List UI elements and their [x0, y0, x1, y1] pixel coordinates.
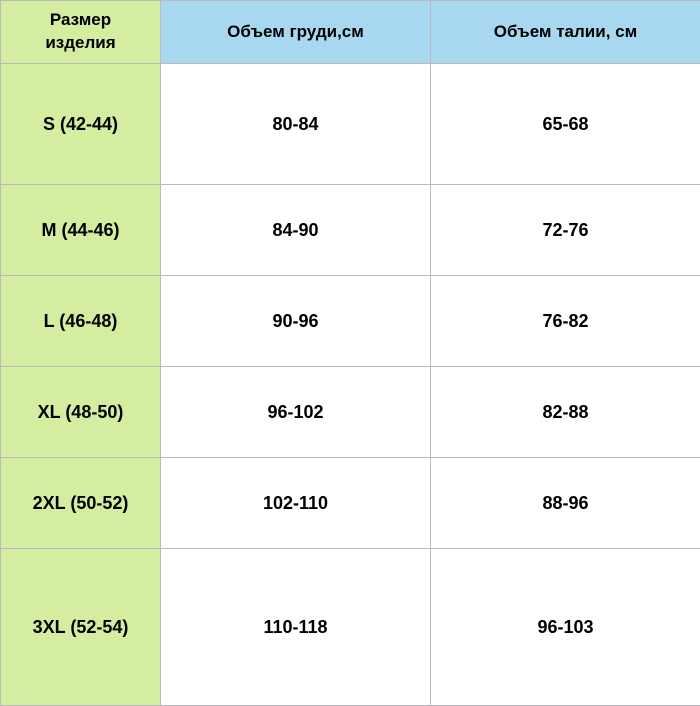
table-row [1, 549, 700, 706]
cell-waist: 72-76 [431, 185, 700, 276]
cell-waist: 82-88 [431, 367, 700, 458]
table-header [1, 1, 700, 64]
cell-size: 2XL (50-52) [1, 458, 161, 549]
table-row [1, 276, 700, 367]
column-header-size-line1: Размер [5, 9, 156, 32]
cell-chest: 90-96 [161, 276, 431, 367]
cell-chest: 80-84 [161, 64, 431, 185]
column-header-chest: Объем груди,см [161, 1, 431, 64]
cell-chest: 96-102 [161, 367, 431, 458]
cell-size: L (46-48) [1, 276, 161, 367]
cell-waist: 88-96 [431, 458, 700, 549]
cell-size: M (44-46) [1, 185, 161, 276]
cell-chest: 84-90 [161, 185, 431, 276]
table-body [1, 64, 700, 706]
table-row [1, 367, 700, 458]
cell-size: XL (48-50) [1, 367, 161, 458]
column-header-size-line2: изделия [5, 32, 156, 55]
column-header-waist: Объем талии, см [431, 1, 700, 64]
cell-chest: 110-118 [161, 549, 431, 706]
table-row [1, 185, 700, 276]
header-row [1, 1, 700, 64]
cell-chest: 102-110 [161, 458, 431, 549]
cell-waist: 76-82 [431, 276, 700, 367]
table-row [1, 64, 700, 185]
column-header-size [1, 1, 161, 64]
cell-size: 3XL (52-54) [1, 549, 161, 706]
cell-waist: 65-68 [431, 64, 700, 185]
cell-waist: 96-103 [431, 549, 700, 706]
cell-size: S (42-44) [1, 64, 161, 185]
table-row [1, 458, 700, 549]
